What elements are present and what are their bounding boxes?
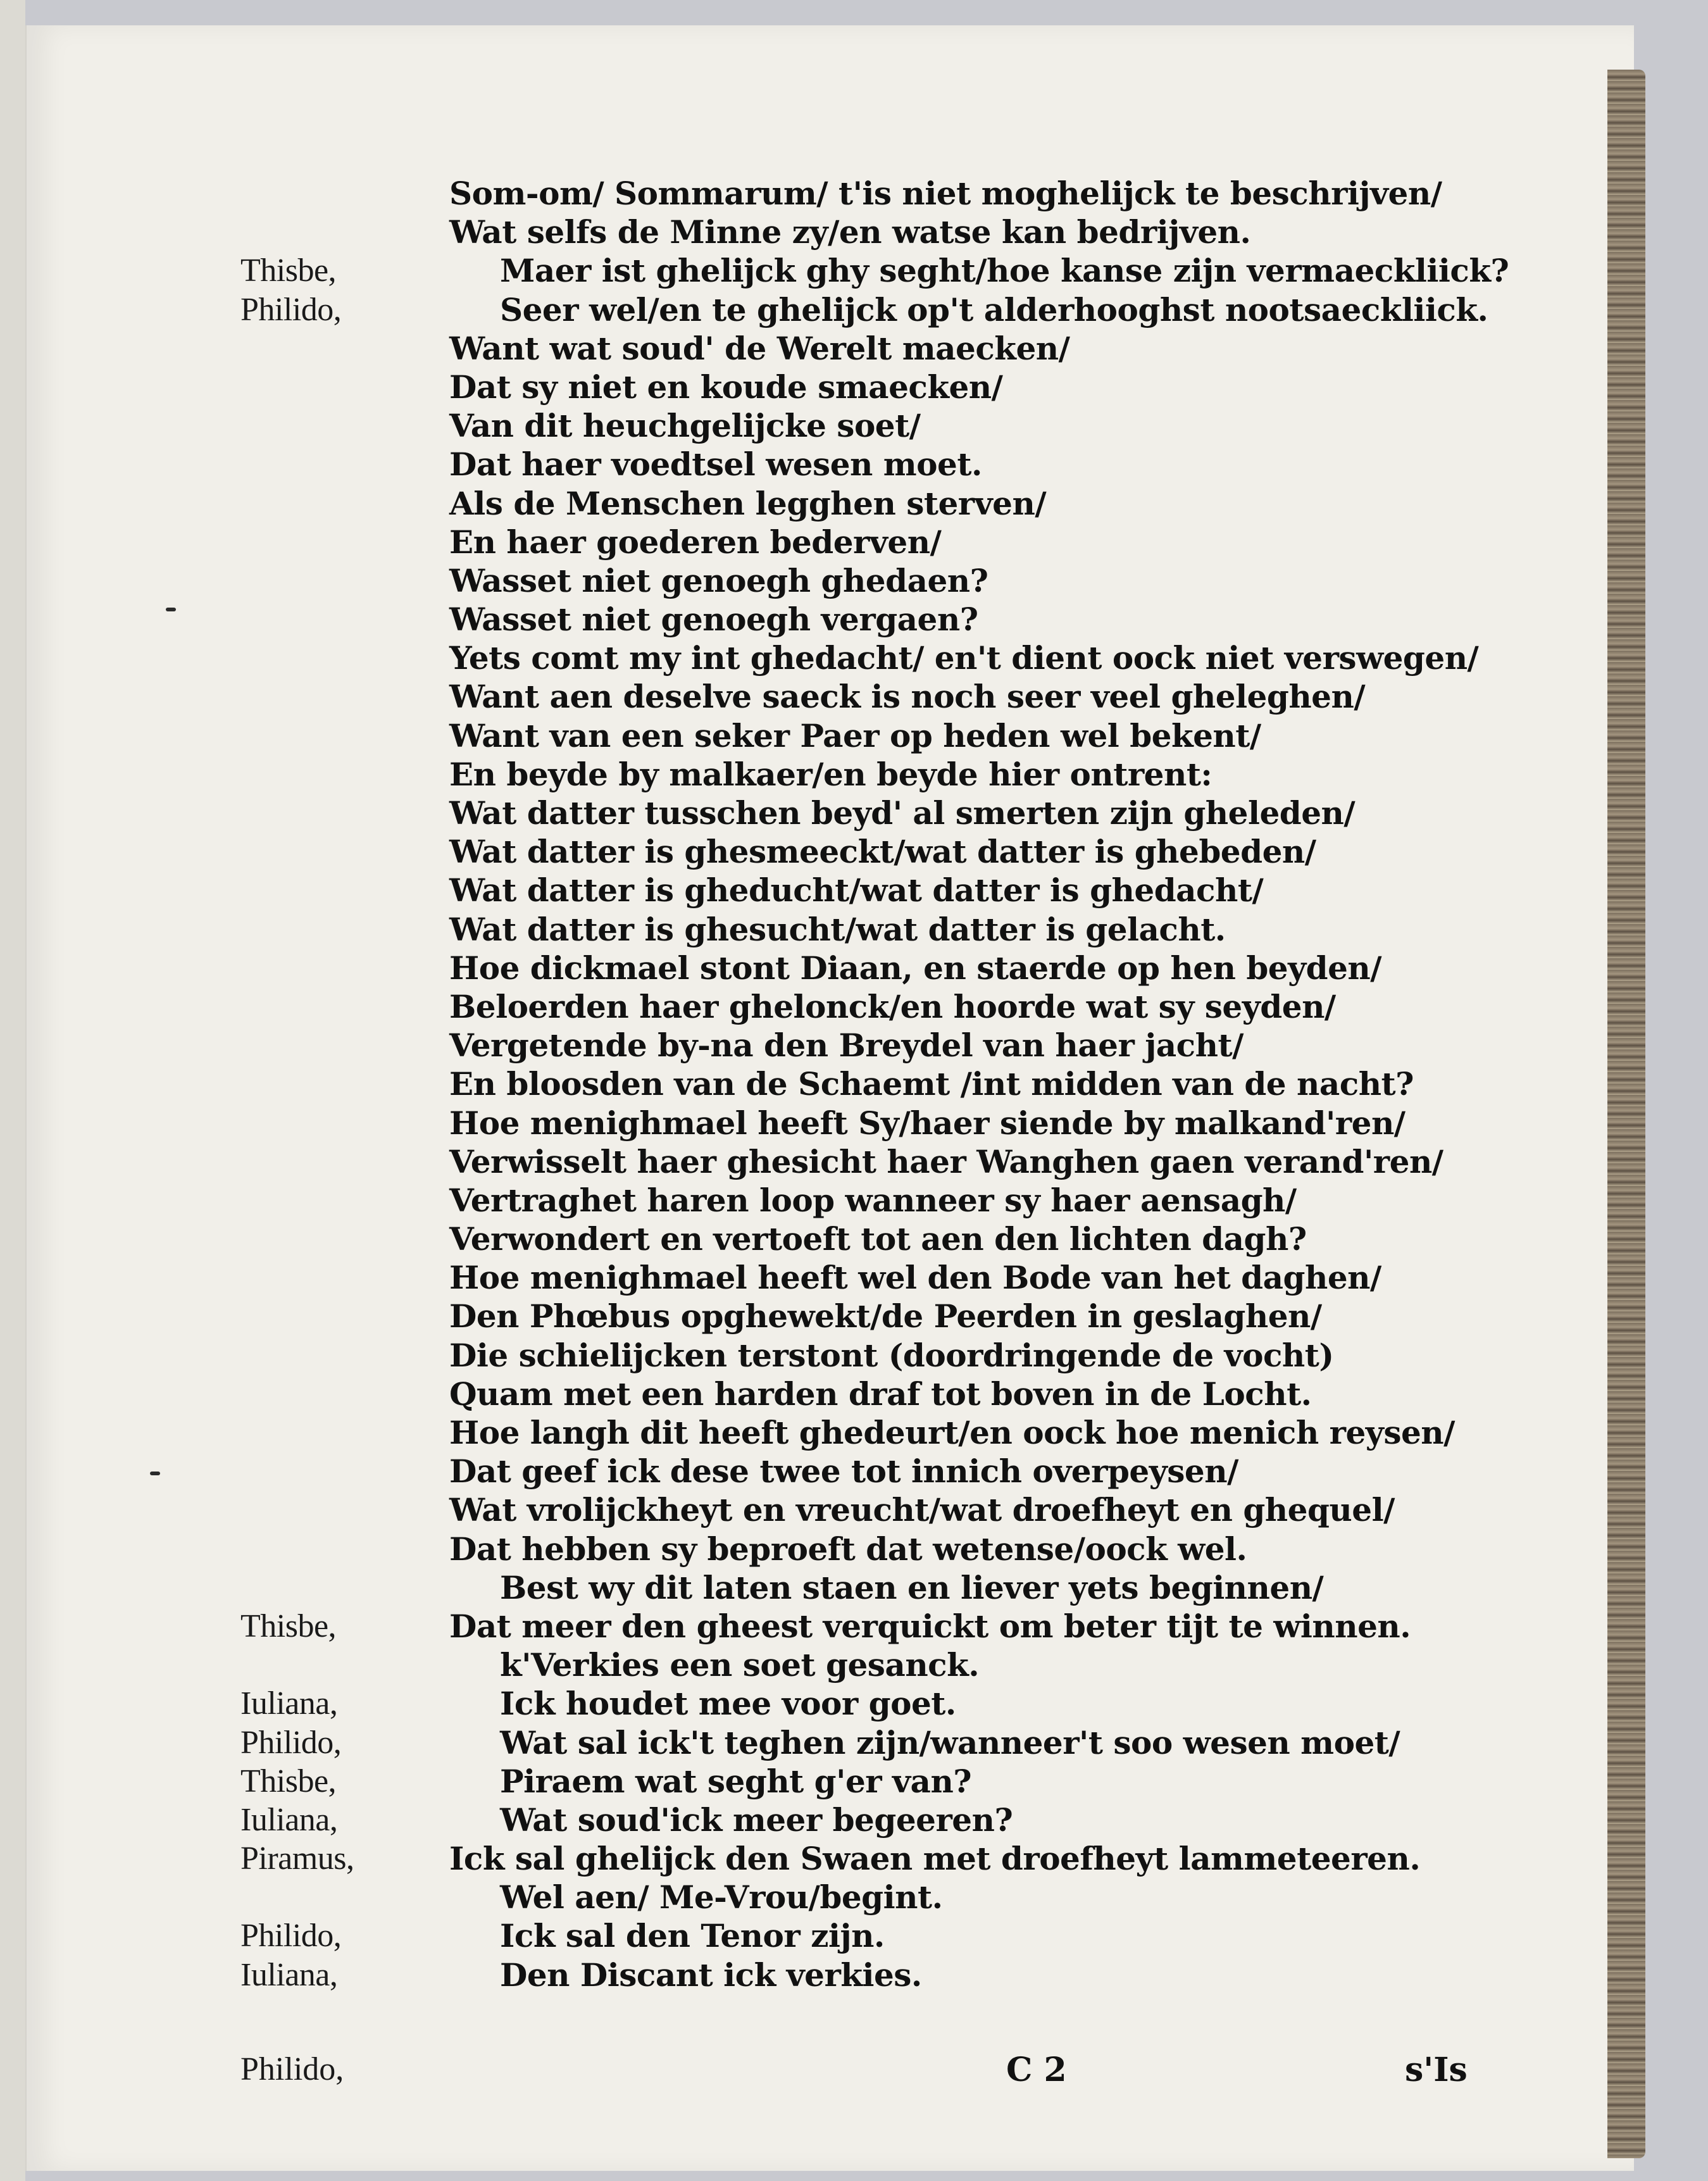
verse-text: Seer wel/en te ghelijck op't alderhooghst nootsaeckliick. — [500, 291, 1488, 328]
verse-line — [240, 755, 1506, 794]
verse-line — [240, 368, 1506, 406]
verse-line — [240, 1413, 1506, 1452]
verse-line — [240, 1181, 1506, 1220]
verse-text: Wasset niet genoegh vergaen? — [449, 601, 978, 639]
verse-text: Den Discant ick verkies. — [500, 1956, 922, 1994]
verse-line — [240, 1530, 1506, 1568]
verse-text: Hoe menighmael heeft wel den Bode van het daghen/ — [449, 1259, 1381, 1297]
verse-line — [240, 1839, 1506, 1878]
speaker-label: Thisbe, — [240, 1608, 337, 1644]
verse-line — [240, 639, 1506, 677]
verse-line — [240, 1956, 1506, 1994]
verse-text: En beyde by malkaer/en beyde hier ontrent: — [449, 755, 1212, 793]
verse-text: Hoe dickmael stont Diaan, en staerde op hen beyden/ — [449, 949, 1382, 987]
verse-text: Want van een seker Paer op heden wel bekent/ — [449, 716, 1261, 754]
signature-mark: C 2 — [1006, 2051, 1067, 2089]
verse-text: Vertraghet haren loop wanneer sy haer aensagh/ — [449, 1181, 1297, 1219]
speaker-label: Iuliana, — [240, 1956, 338, 1993]
verse-line — [240, 291, 1506, 329]
verse-text: Som-om/ Sommarum/ t'is niet moghelijck te beschrijven/ — [449, 175, 1442, 212]
verse-text: Ick sal ghelijck den Swaen met droefheyt lammeteeren. — [449, 1840, 1421, 1878]
verse-text: Hoe menighmael heeft Sy/haer siende by malkand'ren/ — [449, 1104, 1406, 1142]
verse-line — [240, 406, 1506, 445]
verse-line — [240, 1762, 1506, 1801]
verse-text: Die schielijcken terstont (doordringende de vocht) — [449, 1336, 1334, 1374]
verse-text: Dat sy niet en koude smaecken/ — [449, 368, 1003, 406]
verse-line — [240, 174, 1506, 213]
verse-line — [240, 1104, 1506, 1142]
verse-text: Vergetende by-na den Breydel van haer jacht/ — [449, 1027, 1244, 1065]
speaker-label: Philido, — [240, 1724, 342, 1761]
printer-mark — [166, 608, 176, 611]
verse-text: Wasset niet genoegh ghedaen? — [449, 561, 988, 599]
verse-text: Wel aen/ Me-Vrou/begint. — [500, 1878, 943, 1916]
verse-line — [240, 1026, 1506, 1065]
speaker-label: Iuliana, — [240, 1801, 338, 1838]
verse-line — [240, 832, 1506, 871]
speaker-label: Thisbe, — [240, 253, 337, 289]
verse-text: Wat datter tusschen beyd' al smerten zijn gheleden/ — [449, 794, 1356, 832]
verse-text: Quam met een harden draf tot boven in de Locht. — [449, 1375, 1312, 1413]
footer-speaker: Philido, — [240, 2051, 344, 2087]
page-footer — [240, 2051, 1506, 2101]
speaker-label: Philido, — [240, 291, 342, 328]
verse-text: En haer goederen bederven/ — [449, 523, 942, 561]
verse-line — [240, 1723, 1506, 1762]
verse-text: Want wat soud' de Werelt maecken/ — [449, 329, 1070, 367]
verse-text: Wat sal ick't teghen zijn/wanneer't soo wesen moet/ — [500, 1723, 1400, 1761]
verse-line — [240, 949, 1506, 987]
verse-line — [240, 1568, 1506, 1607]
catchword: s'Is — [1405, 2051, 1468, 2089]
verse-line — [240, 1801, 1506, 1839]
verse-line — [240, 716, 1506, 755]
verse-line — [240, 1220, 1506, 1258]
speaker-label: Thisbe, — [240, 1763, 337, 1799]
verse-text: Verwisselt haer ghesicht haer Wanghen gaen verand'ren/ — [449, 1142, 1443, 1180]
printer-mark — [150, 1472, 160, 1475]
verse-text: Best wy dit laten staen en liever yets beginnen/ — [500, 1568, 1324, 1606]
verse-line — [240, 1607, 1506, 1646]
verse-line — [240, 251, 1509, 290]
verse-text: Ick sal den Tenor zijn. — [500, 1917, 885, 1955]
page-edge — [1607, 70, 1645, 2158]
verse-text: Beloerden haer ghelonck/en hoorde wat sy seyden/ — [449, 987, 1336, 1025]
verse-text: Wat selfs de Minne zy/en watse kan bedrijven. — [449, 213, 1251, 251]
verse-line — [240, 484, 1506, 523]
verse-text: Als de Menschen legghen sterven/ — [449, 484, 1047, 522]
verse-line — [240, 1916, 1506, 1955]
verse-line — [240, 987, 1506, 1026]
verse-text: k'Verkies een soet gesanck. — [500, 1646, 980, 1684]
verse-line — [240, 1684, 1506, 1723]
verse-text: En bloosden van de Schaemt /int midden van de nacht? — [449, 1065, 1414, 1103]
verse-text: Yets comt my int ghedacht/ en't dient oock niet verswegen/ — [449, 639, 1479, 677]
speaker-label: Iuliana, — [240, 1685, 338, 1722]
verse-text: Wat vrolijckheyt en vreucht/wat droefheyt en ghequel/ — [449, 1491, 1395, 1529]
verse-text: Wat datter is ghesucht/wat datter is gelacht. — [449, 910, 1226, 948]
verse-text: Dat geef ick dese twee tot innich overpeysen/ — [449, 1453, 1238, 1490]
verse-line — [240, 329, 1506, 368]
verse-line — [240, 445, 1506, 484]
verse-text: Piraem wat seght g'er van? — [500, 1762, 972, 1800]
speaker-label: Piramus, — [240, 1840, 354, 1877]
verse-text: Want aen deselve saeck is noch seer veel gheleghen/ — [449, 678, 1366, 716]
verse-line — [240, 1452, 1506, 1490]
verse-line — [240, 1646, 1506, 1684]
verse-line — [240, 1142, 1506, 1181]
verse-line — [240, 794, 1506, 832]
verse-line — [240, 1258, 1506, 1297]
verse-line — [240, 1297, 1506, 1335]
verse-line — [240, 677, 1506, 716]
verse-line — [240, 1336, 1506, 1375]
speaker-label: Philido, — [240, 1918, 342, 1954]
binding-spine — [0, 0, 25, 2181]
verse-text: Dat hebben sy beproeft dat wetense/oock wel. — [449, 1530, 1247, 1568]
verse-text: Verwondert en vertoeft tot aen den lichten dagh? — [449, 1220, 1307, 1258]
verse-text: Wat datter is gheducht/wat datter is ghedacht/ — [449, 872, 1264, 909]
verse-line — [240, 1375, 1506, 1413]
verse-line — [240, 213, 1506, 251]
verse-text: Hoe langh dit heeft ghedeurt/en oock hoe menich reysen/ — [449, 1414, 1455, 1451]
verse-text: Den Phœbus opghewekt/de Peerden in geslaghen/ — [449, 1297, 1322, 1335]
verse-text: Wat datter is ghesmeeckt/wat datter is ghebeden/ — [449, 833, 1316, 871]
verse-text: Van dit heuchgelijcke soet/ — [449, 407, 921, 445]
verse-line — [240, 1490, 1506, 1529]
verse-line — [240, 1065, 1506, 1103]
verse-text: Ick houdet mee voor goet. — [500, 1685, 956, 1723]
verse-text: Dat haer voedtsel wesen moet. — [449, 446, 982, 484]
verse-text: Wat soud'ick meer begeeren? — [500, 1801, 1013, 1839]
verse-text: Maer ist ghelijck ghy seght/hoe kanse zijn vermaeckliick? — [500, 252, 1509, 290]
verse-line — [240, 523, 1506, 561]
verse-line — [240, 600, 1506, 639]
verse-line — [240, 871, 1506, 909]
verse-text: Dat meer den gheest verquickt om beter tijt te winnen. — [449, 1607, 1411, 1645]
verse-line — [240, 561, 1506, 600]
verse-text-block — [240, 174, 1509, 1994]
verse-line — [240, 1878, 1506, 1916]
verse-line — [240, 910, 1506, 949]
